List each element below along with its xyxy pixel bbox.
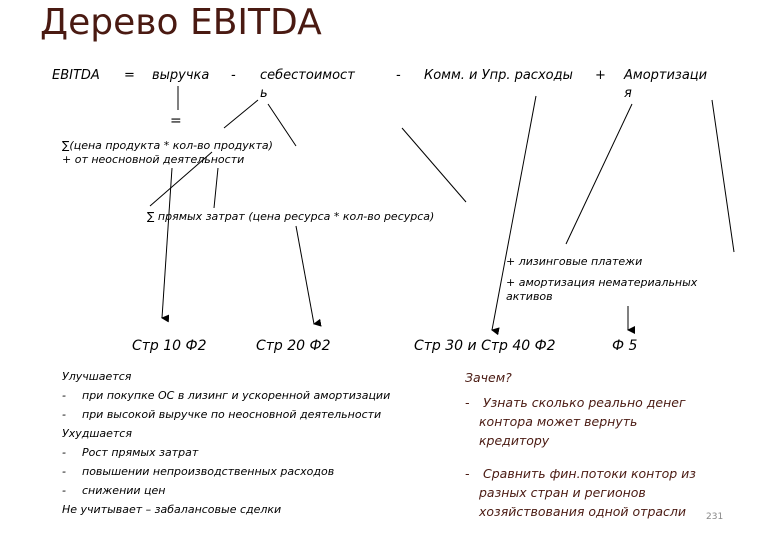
formula-ebitda: EBITDA [52, 68, 100, 83]
list-item-text: Узнать сколько реально денег [483, 395, 686, 410]
arrow-to-code-3 [492, 96, 536, 330]
formula-minus-2: - [396, 68, 401, 83]
list-dash: - [62, 484, 66, 497]
code-cost: Стр 20 Ф2 [256, 338, 331, 354]
equals-sign: = [170, 113, 182, 129]
list-dash: - [465, 466, 470, 481]
worsens-heading: Ухудшается [62, 427, 132, 440]
amort-breakdown-line-1: + лизинговые платежи [506, 255, 643, 268]
formula-opex: Комм. и Упр. расходы [424, 68, 573, 83]
revenue-breakdown-line-1: ∑(цена продукта * кол-во продукта) [62, 139, 273, 152]
amort-breakdown-line-3: активов [506, 290, 553, 303]
formula-cost-end: ь [260, 86, 268, 101]
code-opex: Стр 30 и Стр 40 Ф2 [414, 338, 556, 354]
list-item-text: Рост прямых затрат [82, 446, 199, 459]
code-revenue: Стр 10 Ф2 [132, 338, 207, 354]
list-item-text: при покупке ОС в лизинг и ускоренной амортизации [82, 389, 391, 402]
list-item-text: Сравнить фин.потоки контор из [483, 466, 696, 481]
list-dash: - [62, 389, 66, 402]
line-amort-right [712, 100, 734, 252]
list-item-text: повышении непроизводственных расходов [82, 465, 335, 478]
list-dash: - [465, 395, 470, 410]
list-item-cont: контора может вернуть [479, 414, 638, 429]
list-item-cont: разных стран и регионов [479, 485, 646, 500]
list-item-text: при высокой выручке по неосновной деятельности [82, 408, 382, 421]
line-cost-left [224, 100, 258, 128]
code-amortization: Ф 5 [612, 338, 638, 354]
formula-equals: = [124, 68, 135, 83]
formula-plus: + [595, 68, 606, 83]
formula-minus-1: - [231, 68, 236, 83]
list-item-text: снижении цен [82, 484, 166, 497]
list-item-cont: хозяйствования одной отрасли [479, 504, 687, 519]
line-opex-diag [402, 128, 466, 202]
why-heading: Зачем? [465, 370, 512, 385]
line-revenue-chain [150, 152, 212, 206]
list-dash: - [62, 465, 66, 478]
formula-cost: себестоимост [260, 68, 355, 83]
direct-costs-formula: ∑ прямых затрат (цена ресурса * кол-во ресурса) [147, 210, 435, 223]
line-cost-right [268, 104, 296, 146]
list-item-cont: кредитору [479, 433, 550, 448]
line-amort-to-leasing [566, 104, 632, 244]
page-title: Дерево EBITDA [40, 2, 322, 43]
line-breakdown-to-costs [214, 168, 218, 208]
formula-amortization: Амортизаци [624, 68, 708, 83]
improves-heading: Улучшается [62, 370, 132, 383]
formula-revenue: выручка [152, 68, 210, 83]
page-number: 231 [706, 512, 724, 522]
list-dash: - [62, 446, 66, 459]
revenue-breakdown-line-2: + от неосновной деятельности [62, 153, 245, 166]
formula-amortization-end: я [624, 86, 632, 101]
list-dash: - [62, 408, 66, 421]
arrow-to-code-2 [296, 226, 314, 324]
ignores-note: Не учитывает – забалансовые сделки [62, 503, 282, 516]
arrow-to-code-1 [162, 168, 172, 318]
amort-breakdown-line-2: + амортизация нематериальных [506, 276, 698, 289]
